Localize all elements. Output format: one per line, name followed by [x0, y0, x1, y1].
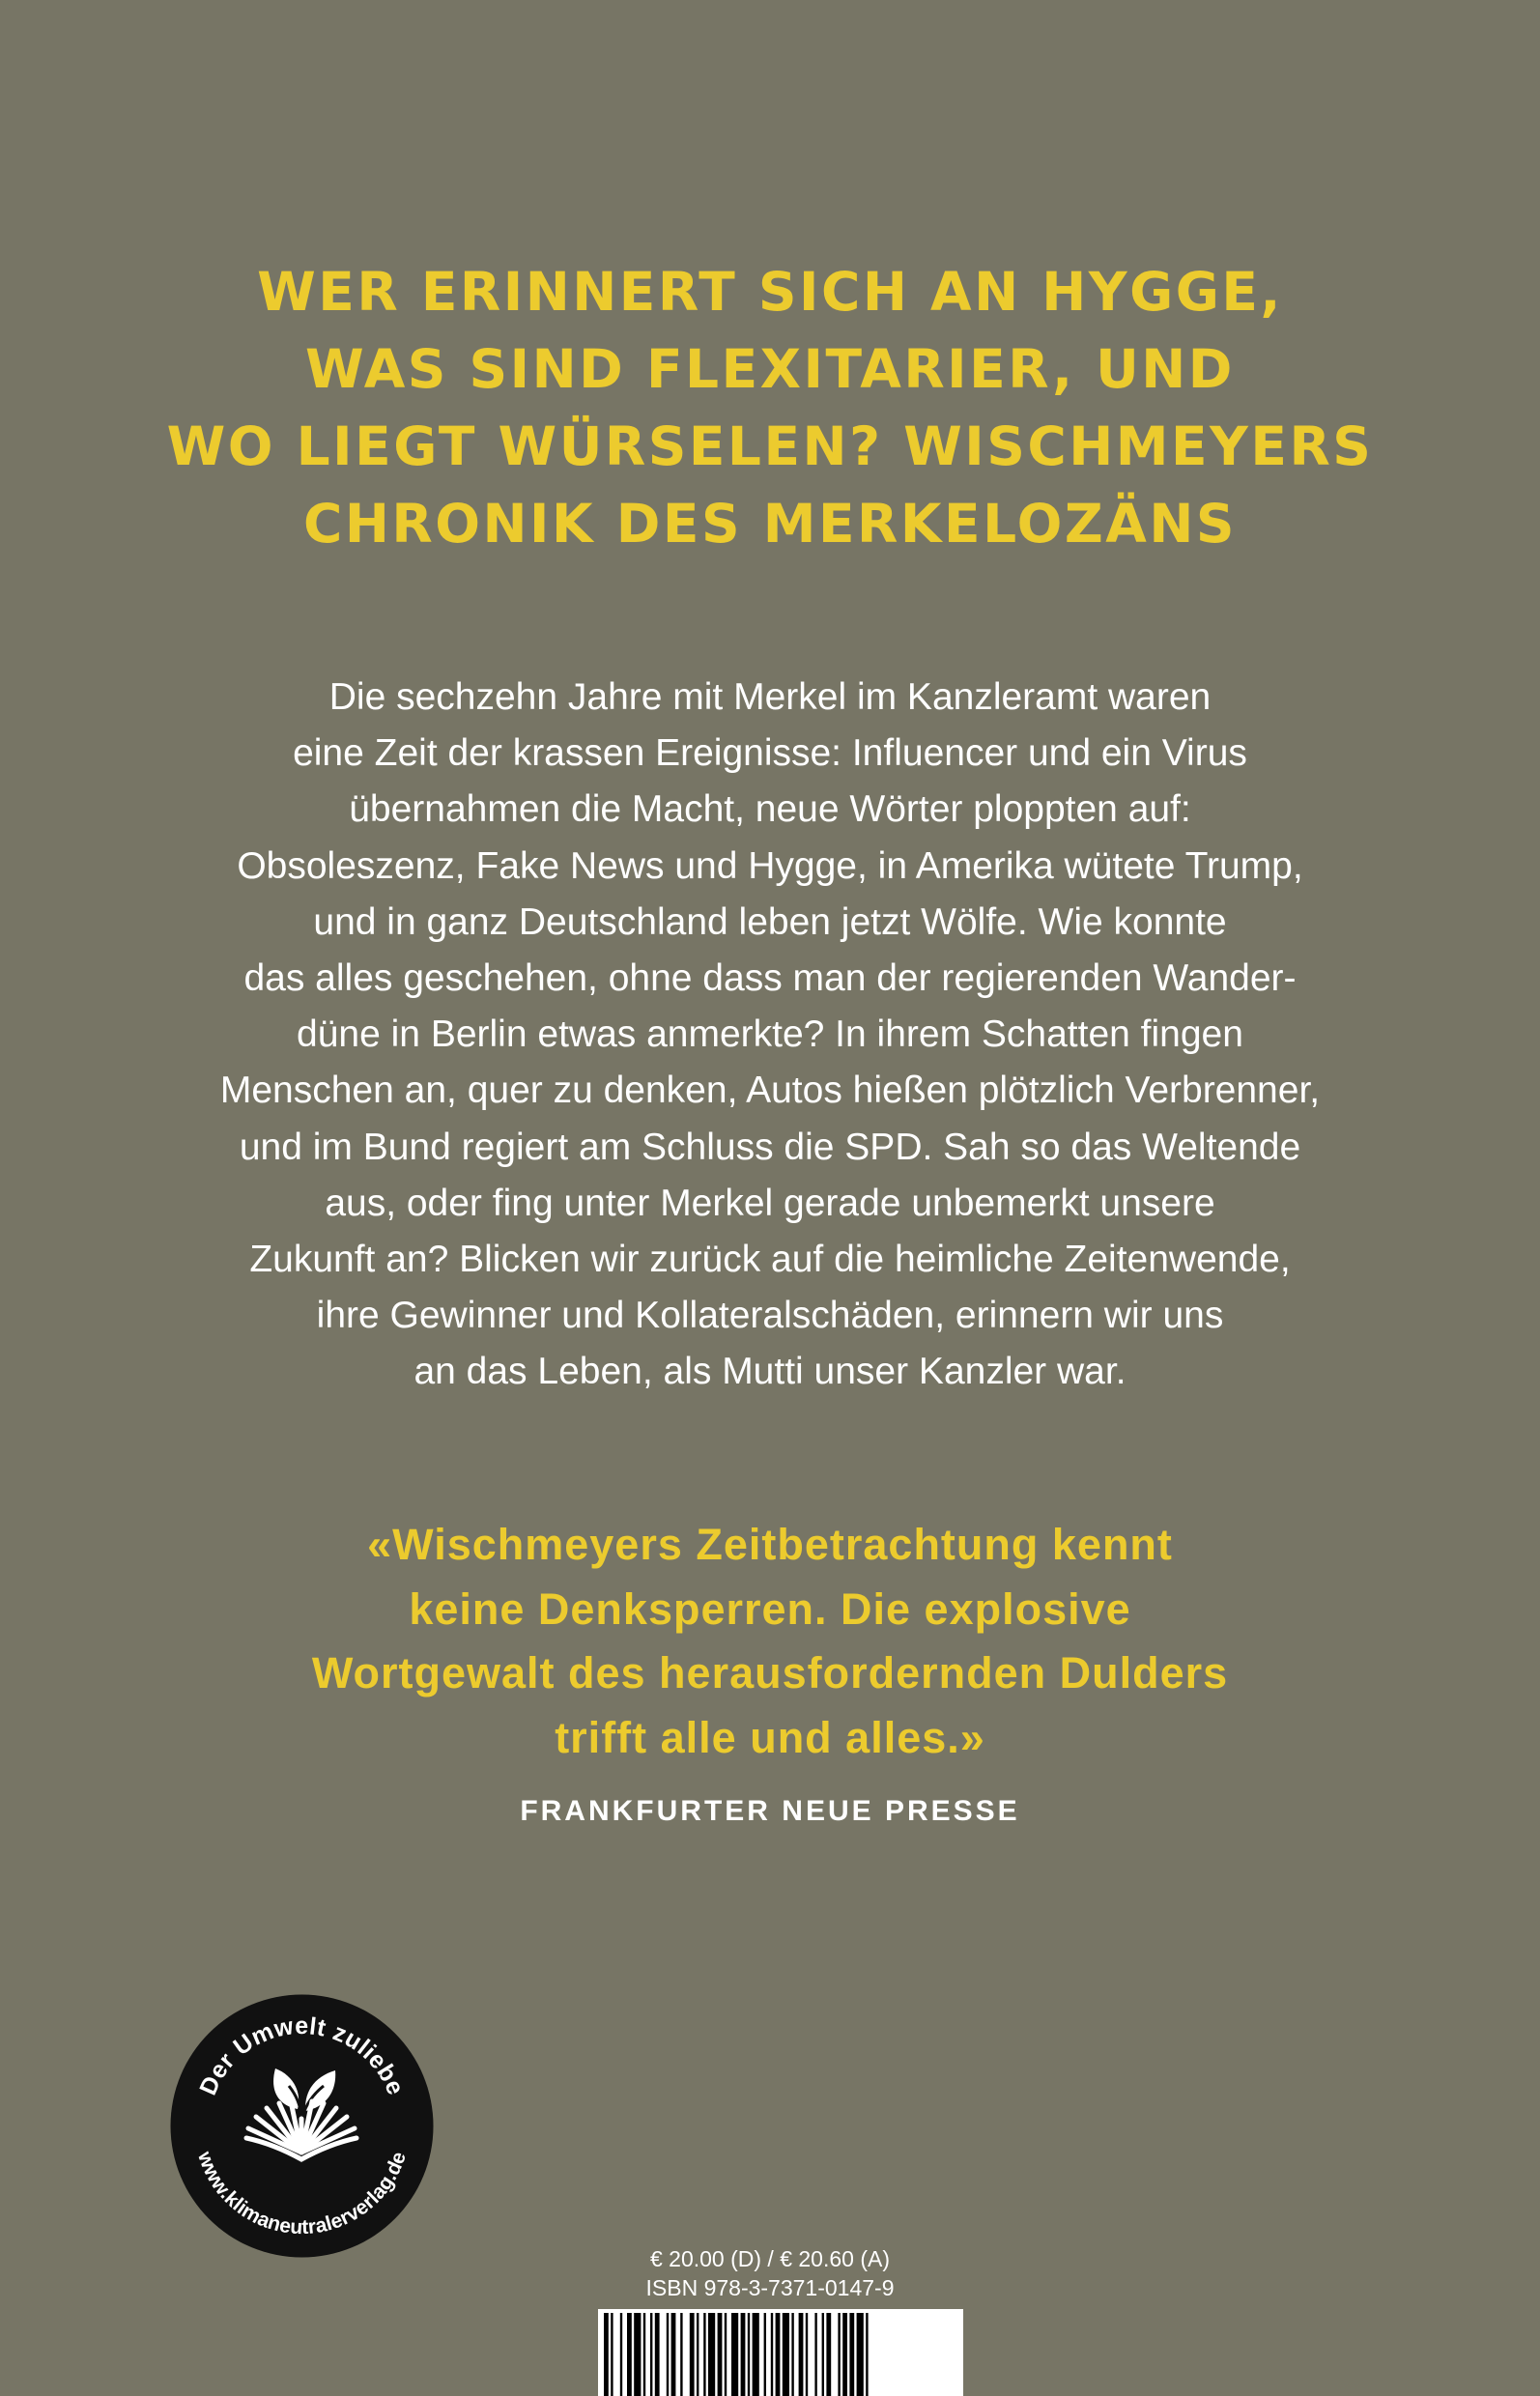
quote-line: keine Denksperren. Die explosive [409, 1583, 1131, 1634]
barcode [598, 2309, 963, 2396]
blurb-line: das alles geschehen, ohne dass man der regierenden Wander- [243, 957, 1297, 1000]
barcode-bar [680, 2313, 682, 2396]
barcode-bar [725, 2313, 727, 2396]
barcode-bar [748, 2313, 750, 2396]
barcode-bar [776, 2313, 781, 2396]
blurb-paragraph [0, 670, 1540, 1401]
blurb-line: ihre Gewinner und Kollateralschäden, erinnern wir uns [316, 1295, 1224, 1337]
price-line: € 20.00 (D) / € 20.60 (A) [649, 2246, 890, 2271]
barcode-bar [842, 2313, 847, 2396]
barcode-bar [667, 2313, 669, 2396]
barcode-bar [838, 2313, 840, 2396]
barcode-bar [753, 2313, 759, 2396]
quote-line: «Wischmeyers Zeitbetrachtung kennt [367, 1520, 1173, 1569]
barcode-bar [866, 2313, 868, 2396]
barcode-bar [620, 2313, 622, 2396]
barcode-bars [604, 2313, 869, 2396]
quote-line: trifft alle und alles.» [555, 1712, 985, 1762]
blurb-line: und im Bund regiert am Schluss die SPD. Sah so das Weltende [239, 1126, 1301, 1168]
blurb-line: aus, oder fing unter Merkel gerade unbemerkt unsere [325, 1182, 1215, 1224]
barcode-bar [671, 2313, 676, 2396]
eco-seal [169, 1993, 435, 2259]
barcode-bar [690, 2313, 695, 2396]
barcode-bar [764, 2313, 766, 2396]
headline-line: CHRONIK DES MERKELOZÄNS [302, 493, 1238, 555]
barcode-bar [791, 2313, 793, 2396]
press-quote [0, 1513, 1540, 1770]
blurb-line: Menschen an, quer zu denken, Autos hießen plötzlich Verbrenner, [219, 1070, 1321, 1112]
blurb-line: Zukunft an? Blicken wir zurück auf die heimliche Zeitenwende, [249, 1239, 1291, 1281]
blurb-line: Obsoleszenz, Fake News und Hygge, in Amerika wütete Trump, [237, 844, 1303, 887]
barcode-bar [822, 2313, 824, 2396]
headline-line: WER ERINNERT SICH AN HYGGE, [257, 261, 1283, 323]
barcode-bar [814, 2313, 816, 2396]
barcode-bar [643, 2313, 645, 2396]
barcode-bar [703, 2313, 705, 2396]
barcode-bar [718, 2313, 723, 2396]
barcode-bar [771, 2313, 773, 2396]
barcode-bar [655, 2313, 660, 2396]
barcode-bar [799, 2313, 804, 2396]
price-info [599, 2244, 941, 2302]
blurb-line: und in ganz Deutschland leben jetzt Wölfe. Wie konnte [313, 900, 1227, 943]
seal-top-text: Der Umwelt zuliebe [194, 2012, 410, 2099]
quote-source: FRANKFURTER NEUE PRESSE [520, 1795, 1020, 1827]
headline [0, 253, 1540, 562]
barcode-bar [857, 2313, 864, 2396]
barcode-bar [634, 2313, 641, 2396]
barcode-bar [826, 2313, 831, 2396]
barcode-bar [783, 2313, 789, 2396]
headline-line: WAS SIND FLEXITARIER, UND [305, 338, 1235, 400]
quote-line: Wortgewalt des herausfordernden Dulders [311, 1648, 1229, 1697]
barcode-bar [650, 2313, 652, 2396]
blurb-line: an das Leben, als Mutti unser Kanzler war. [414, 1351, 1126, 1393]
barcode-bar [627, 2313, 632, 2396]
barcode-bar [604, 2313, 609, 2396]
barcode-bar [806, 2313, 808, 2396]
barcode-bar [731, 2313, 738, 2396]
barcode-bar [708, 2313, 715, 2396]
barcode-bar [611, 2313, 613, 2396]
barcode-bar [849, 2313, 854, 2396]
barcode-bar [741, 2313, 746, 2396]
isbn-line: ISBN 978-3-7371-0147-9 [645, 2275, 895, 2300]
blurb-line: übernahmen die Macht, neue Wörter ploppten auf: [349, 788, 1191, 831]
blurb-line: eine Zeit der krassen Ereignisse: Influencer und ein Virus [293, 732, 1247, 775]
headline-line: WO LIEGT WÜRSELEN? WISCHMEYERS [166, 415, 1374, 477]
seal-bottom-text: www.klimaneutralerverlag.de [193, 2149, 411, 2239]
blurb-line: Die sechzehn Jahre mit Merkel im Kanzleramt waren [328, 676, 1212, 718]
barcode-bar [697, 2313, 699, 2396]
blurb-line: düne in Berlin etwas anmerkte? In ihrem Schatten fingen [297, 1013, 1243, 1056]
